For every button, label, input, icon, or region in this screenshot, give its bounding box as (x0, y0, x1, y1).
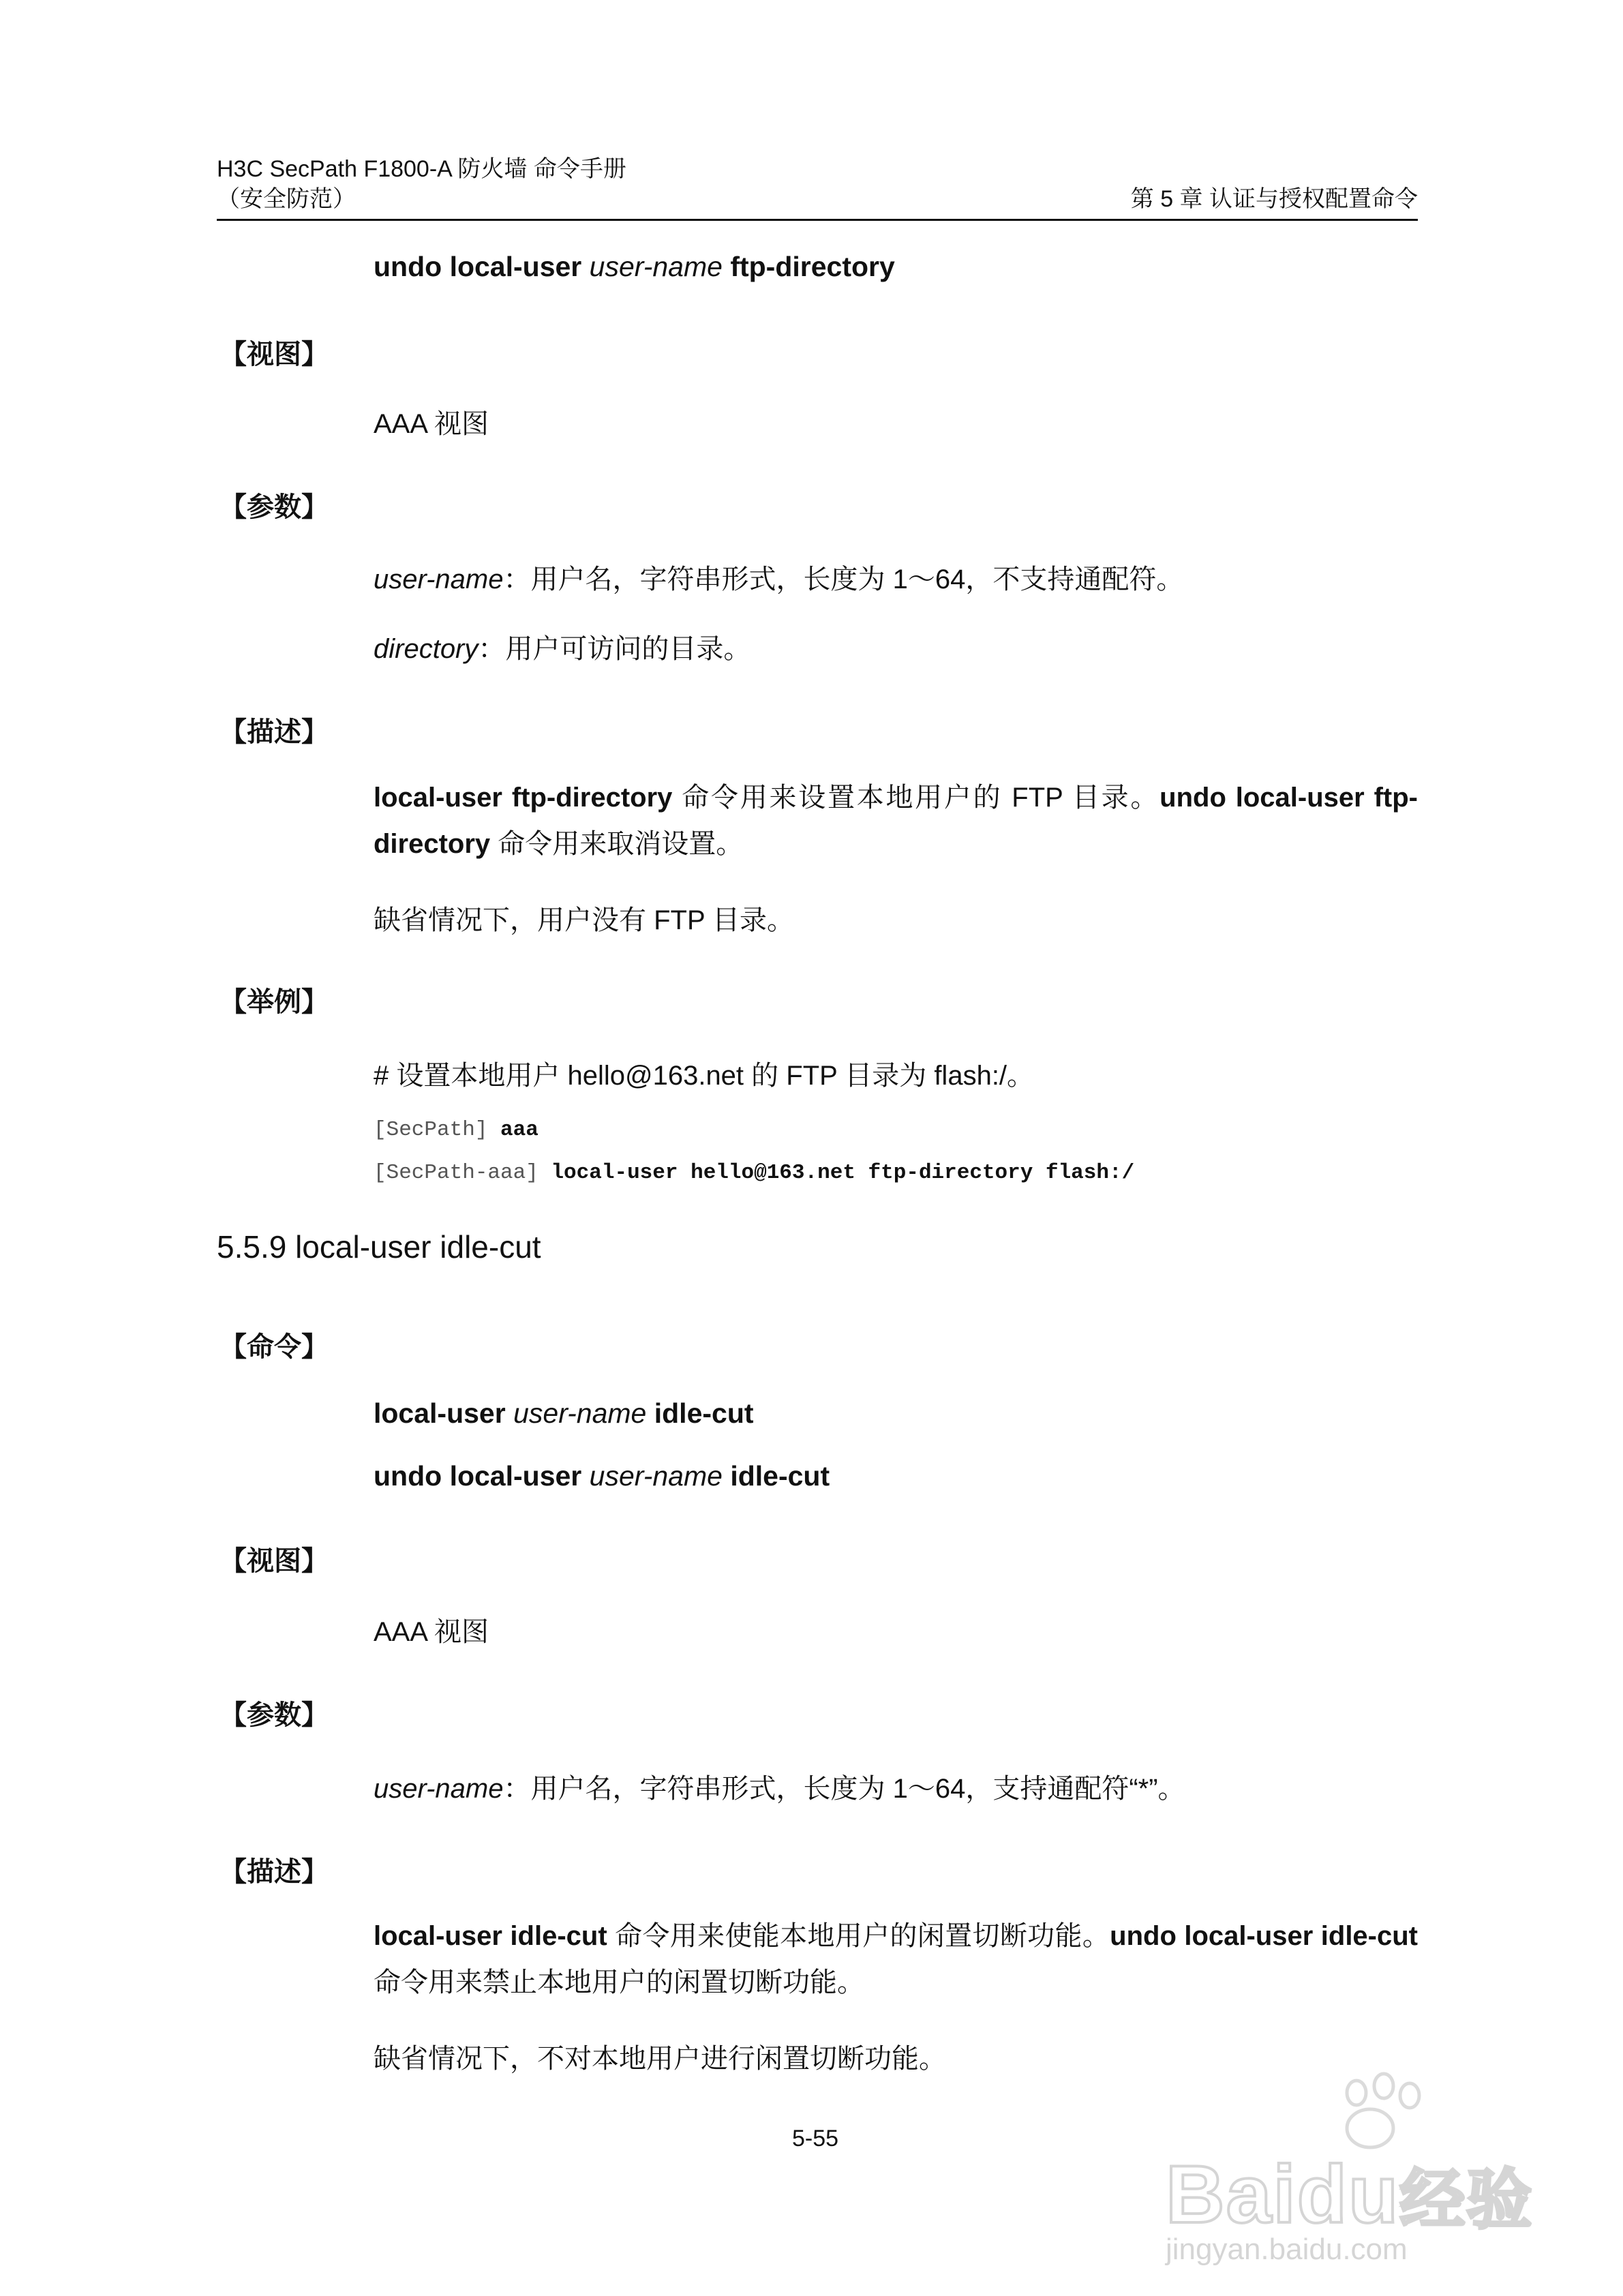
desc-text: 命令用来设置本地用户的 FTP 目录。 (672, 783, 1160, 813)
code-prompt: [SecPath] (374, 1118, 488, 1142)
desc-keyword: undo local-user ftp-directory (374, 783, 1418, 859)
syntax-keyword: ftp-directory (730, 251, 895, 282)
section-label-command: 【命令】 (219, 1332, 329, 1362)
syntax-argument: user-name (589, 1460, 723, 1492)
baidu-watermark (1152, 2066, 1534, 2270)
syntax-line (374, 1460, 830, 1492)
code-command: local-user hello@163.net ftp-directory flash:/ (551, 1161, 1135, 1185)
syntax-keyword: idle-cut (730, 1460, 830, 1492)
chapter-title: 第 5 章 认证与授权配置命令 (1130, 186, 1418, 212)
param-desc: ：用户名，字符串形式，长度为 1～64，支持通配符“*”。 (503, 1774, 1185, 1804)
code-line (374, 1161, 1134, 1185)
default-text: 缺省情况下，不对本地用户进行闲置切断功能。 (374, 2044, 946, 2074)
header-rule (217, 219, 1418, 221)
section-label-view: 【视图】 (219, 1546, 329, 1576)
syntax-keyword: local-user (374, 1398, 506, 1429)
code-command: aaa (500, 1118, 539, 1142)
page-number: 5-55 (792, 2126, 839, 2151)
description-paragraph (374, 774, 1418, 867)
syntax-argument: user-name (513, 1398, 647, 1429)
section-label-desc: 【描述】 (219, 717, 329, 747)
param-name: user-name (374, 564, 504, 594)
section-label-params: 【参数】 (219, 492, 329, 522)
section-heading: 5.5.9 local-user idle-cut (217, 1229, 541, 1265)
doc-title: H3C SecPath F1800-A 防火墙 命令手册 (217, 156, 626, 182)
syntax-argument: user-name (589, 251, 723, 282)
param-item (374, 627, 750, 666)
watermark-brand: Baidu经验 (1166, 2149, 1534, 2240)
view-text: AAA 视图 (374, 409, 489, 439)
example-comment: # 设置本地用户 hello@163.net 的 FTP 目录为 flash:/。 (374, 1061, 1035, 1091)
description-paragraph (374, 1913, 1418, 2006)
desc-keyword: local-user idle-cut (374, 1921, 607, 1951)
param-item (374, 558, 1183, 596)
desc-text: 命令用来取消设置。 (490, 829, 744, 859)
desc-keyword: local-user ftp-directory (374, 783, 673, 813)
watermark-url: jingyan.baidu.com (1166, 2233, 1408, 2266)
param-item (374, 1767, 1185, 1806)
section-label-params: 【参数】 (219, 1700, 329, 1730)
doc-subtitle: （安全防范） (217, 186, 356, 212)
section-label-view: 【视图】 (219, 339, 329, 369)
param-desc: ：用户名，字符串形式，长度为 1～64，不支持通配符。 (503, 564, 1184, 594)
view-text: AAA 视图 (374, 1617, 489, 1647)
syntax-line (374, 251, 895, 283)
desc-text: 命令用来禁止本地用户的闲置切断功能。 (374, 1967, 864, 1997)
syntax-keyword: undo local-user (374, 251, 582, 282)
syntax-line (374, 1398, 754, 1430)
default-text: 缺省情况下，用户没有 FTP 目录。 (374, 905, 795, 935)
code-prompt: [SecPath-aaa] (374, 1161, 539, 1185)
param-name: user-name (374, 1774, 504, 1804)
code-line (374, 1118, 539, 1142)
syntax-keyword: undo local-user (374, 1460, 582, 1492)
param-name: directory (374, 634, 479, 664)
syntax-keyword: idle-cut (654, 1398, 754, 1429)
desc-text: 命令用来使能本地用户的闲置切断功能。 (607, 1921, 1110, 1951)
section-label-example: 【举例】 (219, 987, 329, 1017)
desc-keyword: undo local-user idle-cut (1110, 1921, 1418, 1951)
param-desc: ：用户可访问的目录。 (478, 634, 751, 664)
section-label-desc: 【描述】 (219, 1857, 329, 1887)
